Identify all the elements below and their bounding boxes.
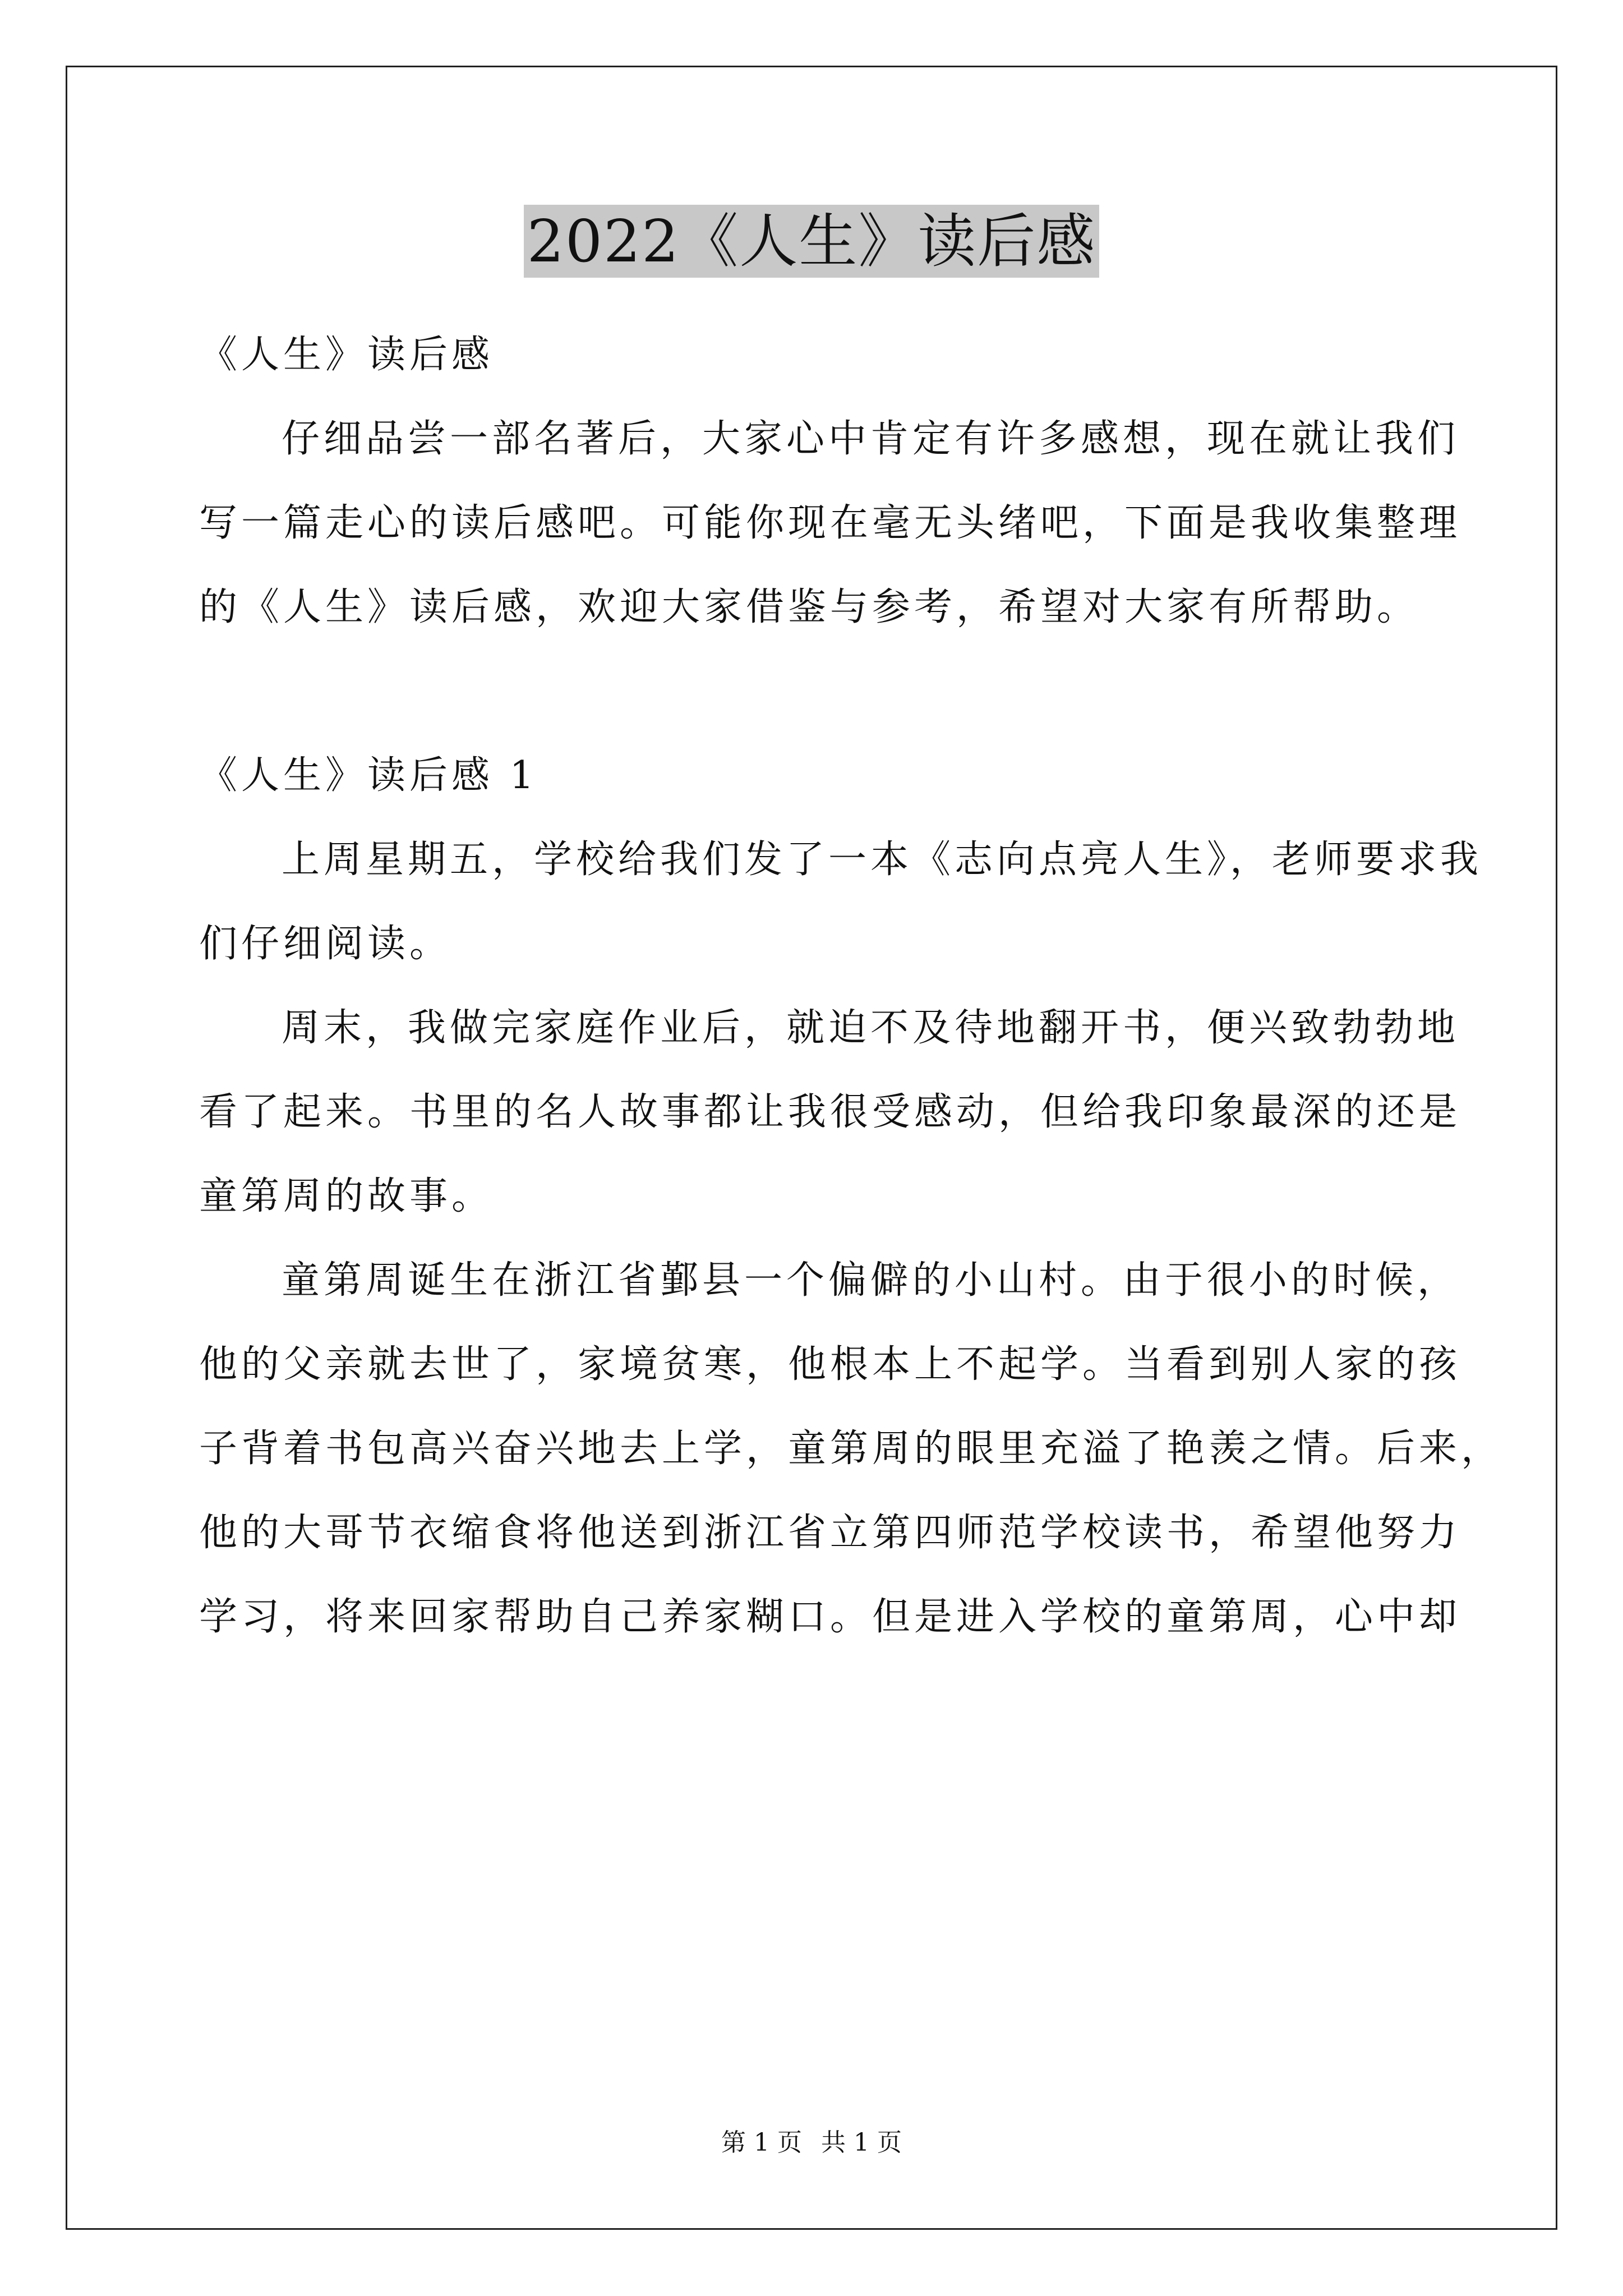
text-line: 写一篇走心的读后感吧。可能你现在毫无头绪吧，下面是我收集整理 (199, 501, 1461, 545)
text-line: 看了起来。书里的名人故事都让我很受感动，但给我印象最深的还是 (199, 1090, 1461, 1134)
text-line: 仔细品尝一部名著后，大家心中肯定有许多感想，现在就让我们 (282, 417, 1460, 461)
text-line: 《人生》读后感 1 (199, 753, 538, 798)
text-line: 他的父亲就去世了，家境贫寒，他根本上不起学。当看到别人家的孩 (199, 1342, 1461, 1387)
text-line: 子背着书包高兴奋兴地去上学，童第周的眼里充溢了艳羡之情。后来， (199, 1427, 1504, 1471)
page-total: 共 1 页 (821, 2128, 902, 2157)
text-line: 上周星期五，学校给我们发了一本《志向点亮人生》，老师要求我 (282, 838, 1483, 882)
document-body (199, 313, 1504, 1659)
text-line: 的《人生》读后感，欢迎大家借鉴与参考，希望对大家有所帮助。 (199, 585, 1419, 629)
document-title: 2022《人生》读后感 (524, 205, 1100, 278)
title-container (0, 205, 1623, 278)
page-footer (0, 2126, 1623, 2160)
paragraph-gap (199, 650, 1438, 734)
text-line: 童第周的故事。 (199, 1174, 494, 1218)
text-line: 周末，我做完家庭作业后，就迫不及待地翻开书，便兴致勃勃地 (282, 1006, 1460, 1050)
text-line: 他的大哥节衣缩食将他送到浙江省立第四师范学校读书，希望他努力 (199, 1511, 1461, 1555)
text-line: 们仔细阅读。 (199, 922, 452, 966)
text-line: 《人生》读后感 (199, 333, 494, 377)
text-line: 学习，将来回家帮助自己养家糊口。但是进入学校的童第周，心中却 (199, 1595, 1461, 1639)
page-number: 第 1 页 (721, 2128, 802, 2157)
text-line: 童第周诞生在浙江省鄞县一个偏僻的小山村。由于很小的时候， (282, 1258, 1460, 1303)
